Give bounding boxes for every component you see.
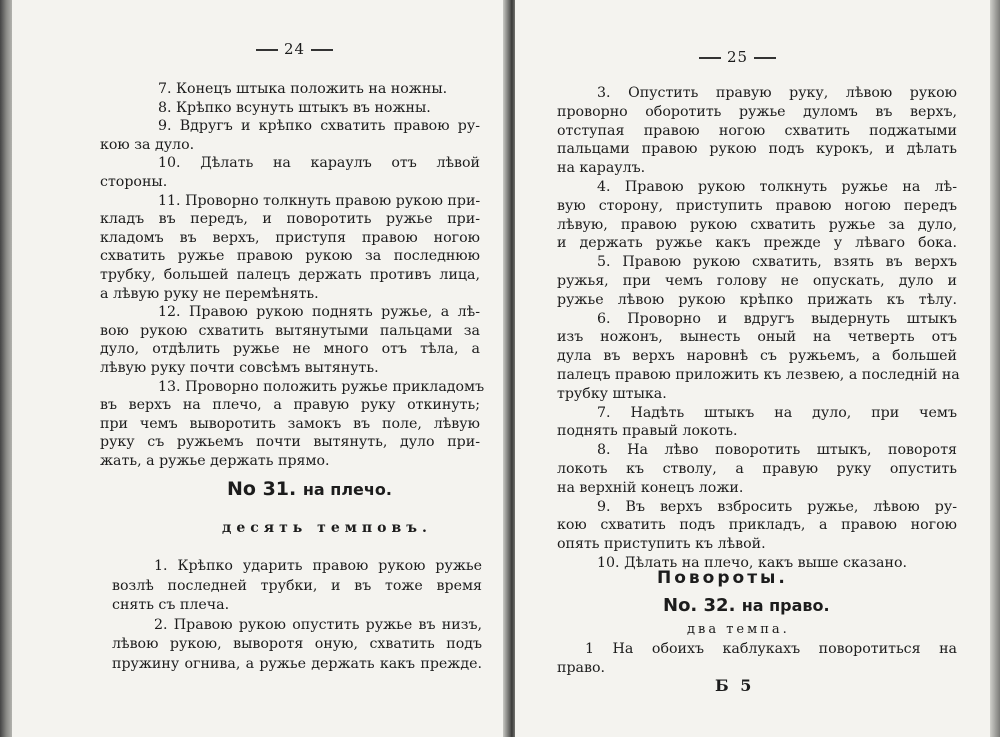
right-page [515, 0, 993, 737]
text-line: 8. На лѣво поворотить штыкъ, поворотя [597, 442, 957, 459]
left-section-number: No 31. [227, 478, 297, 500]
text-line: локоть къ стволу, а правую руку опустить [557, 461, 957, 477]
text-line: кладомъ въ верхъ, приступя правою ногою [100, 229, 480, 246]
text-line: 2. Правою рукою опустить ружье въ низъ, [154, 616, 482, 633]
text-line: вою рукою схватить вытянутыми пальцами за [100, 322, 480, 339]
text-line: палецъ правою приложить къ лезвею, а последній на [557, 367, 960, 383]
text-line: 7. Конецъ штыка положить на ножны. [158, 81, 448, 97]
text-line: 5. Правою рукою схватить, взять въ верхъ [597, 254, 957, 271]
text-line: стороны. [100, 174, 168, 190]
text-line: лѣвую, правою рукою схватить ружье за дуло, [557, 216, 957, 233]
text-line: 10. Дѣлать на плечо, какъ выше сказано. [597, 555, 908, 571]
left-subheading: десять темповъ. [222, 520, 432, 536]
text-line: ружья, при чемъ голову не опускать, дуло и [557, 273, 957, 289]
text-line: 1 На обоихъ каблукахъ поворотиться на [585, 641, 957, 657]
text-line: лѣвую руку почти совсѣмъ вытянуть. [100, 360, 379, 376]
text-line: 10. Дѣлать на караулъ отъ лѣвой [158, 155, 480, 172]
right-subheading: два темпа. [687, 622, 790, 637]
text-line: трубку штыка. [557, 385, 667, 402]
text-line: отступая правою ногою схватить поджатыми [557, 122, 957, 139]
text-line: въ верхъ на плечо, а правую руку откинуть; [100, 397, 480, 414]
text-line: 13. Проворно положить ружье прикладомъ [158, 378, 485, 395]
text-line: 7. Надѣть штыкъ на дуло, при чемъ [597, 404, 957, 421]
text-line: 1. Крѣпко ударить правою рукою ружье [154, 558, 482, 574]
signature-mark: Б 5 [715, 676, 755, 695]
text-line: 3. Опустить правую руку, лѣвою рукою [597, 85, 957, 101]
right-page-number: 25 [693, 48, 782, 66]
text-line: 6. Проворно и вдругъ выдернуть штыкъ [597, 310, 957, 327]
text-line: а лѣвую руку не перемѣнять. [100, 285, 319, 302]
text-line: ружье лѣвою рукою крѣпко прижать къ тѣлу. [557, 291, 957, 308]
text-line: 4. Правою рукою толкнуть ружье на лѣ- [597, 179, 957, 195]
text-line: изъ ножонъ, вынесть оный на четверть отъ [557, 329, 957, 346]
right-section-number: No. 32. [663, 595, 736, 616]
left-page-number: 24 [250, 40, 339, 58]
left-page [12, 0, 509, 737]
right-section-title: на право. [741, 596, 830, 615]
text-line: кладъ въ передъ, и поворотить ружье при- [100, 211, 480, 228]
text-line: кою схватить подъ прикладъ, а правою ногою [557, 517, 957, 534]
text-line: жать, а ружье держать прямо. [100, 453, 330, 469]
text-line: при чемъ выворотить замокъ въ поле, лѣвую [100, 415, 480, 432]
text-line: 11. Проворно толкнуть правою рукою при- [158, 192, 481, 209]
text-line: 9. Въ верхъ взбросить ружье, лѣвою ру- [597, 498, 957, 515]
right-scan-edge [990, 0, 1000, 737]
right-section-main-heading: Повороты. [657, 568, 788, 588]
text-line: руку съ ружьемъ почти вытянуть, дуло при- [100, 434, 480, 451]
text-line: снять съ плеча. [112, 597, 230, 613]
text-line: трубку, большей палецъ держать противъ лица, [100, 267, 480, 283]
text-line: право. [557, 660, 606, 676]
text-line: на караулъ. [557, 160, 646, 177]
text-line: на верхній конецъ ложи. [557, 479, 744, 496]
text-line: 8. Крѣпко всунуть штыкъ въ ножны. [158, 99, 431, 116]
text-line: поднять правый локоть. [557, 423, 738, 440]
right-section-heading [663, 595, 830, 616]
text-line: опять приступить къ лѣвой. [557, 536, 766, 553]
text-line: пружину огнива, а ружье держать какъ прежде. [112, 655, 482, 672]
text-line: 9. Вдругъ и крѣпко схватить правою ру- [158, 118, 480, 135]
text-line: схватить ружье правою рукою за последнюю [100, 248, 480, 265]
text-line: кою за дуло. [100, 136, 195, 153]
text-line: вую сторону, приступить правою ногою передъ [557, 197, 957, 214]
text-line: пальцами правою рукою подъ курокъ, и дѣлать [557, 141, 957, 158]
text-line: возлѣ последней трубки, и въ тоже время [112, 577, 482, 594]
text-line: и держать ружье какъ прежде у лѣваго бока. [557, 235, 957, 252]
text-line: проворно оборотить ружье дуломъ въ верхъ, [557, 103, 957, 120]
text-line: дуло, отдѣлить ружье не много отъ тѣла, а [100, 341, 480, 358]
left-section-title: на плечо. [302, 480, 392, 499]
text-line: лѣвою рукою, выворотя оную, схватить подъ [112, 636, 482, 652]
text-line: 12. Правою рукою поднять ружье, а лѣ- [158, 304, 480, 321]
text-line: дула въ верхъ наровнѣ съ ружьемъ, а большей [557, 348, 957, 365]
left-section-heading [227, 478, 392, 500]
